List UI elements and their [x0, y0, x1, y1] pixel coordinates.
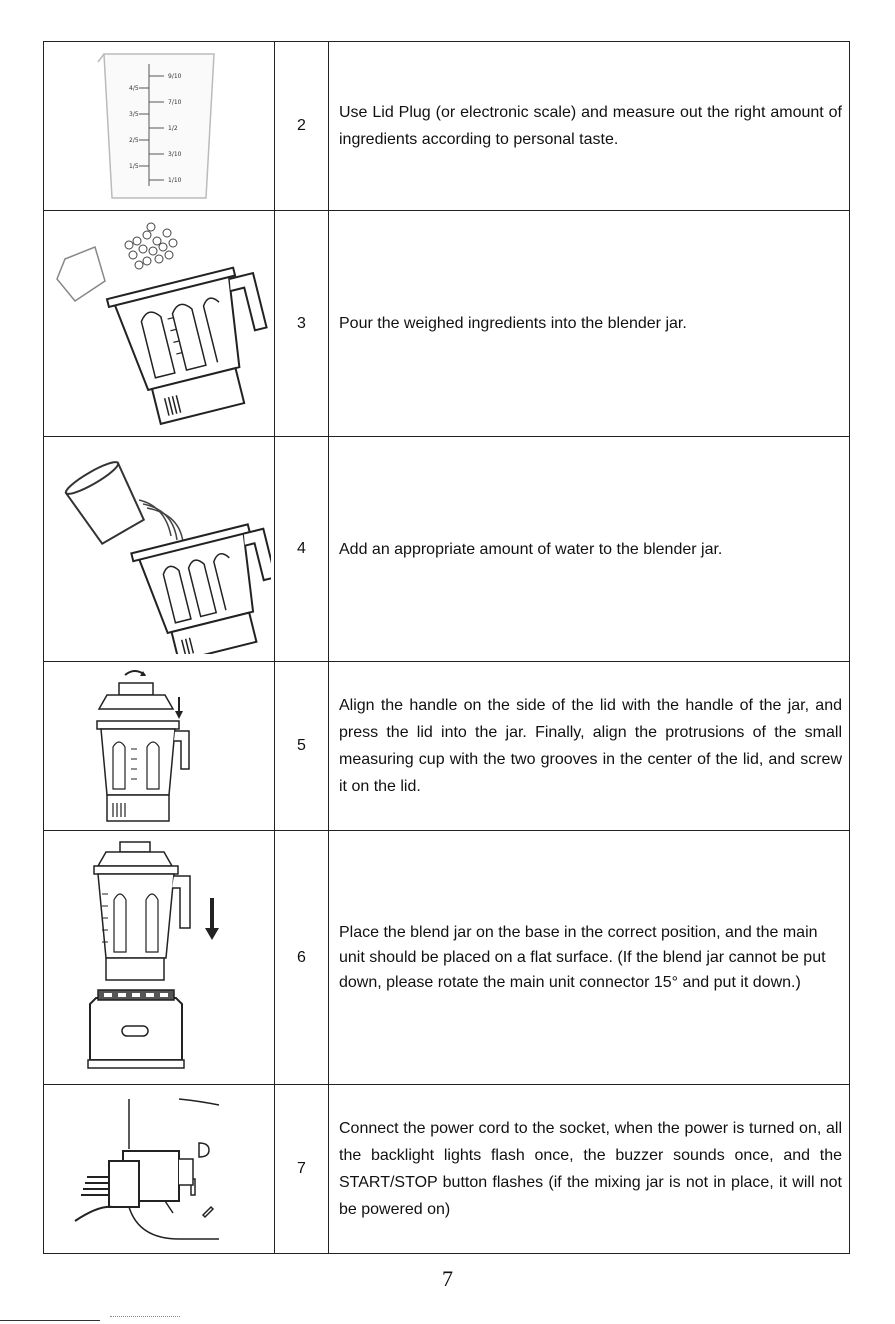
lid-assembly-icon: [89, 665, 229, 827]
step-text: Add an appropriate amount of water to the blender jar.: [329, 437, 850, 662]
step-illustration: [44, 211, 275, 437]
cup-mark-right: 1/10: [168, 177, 182, 184]
step-illustration: [44, 1085, 275, 1254]
cup-mark-left: 3/5: [129, 111, 139, 118]
power-plug-icon: [69, 1089, 249, 1249]
step-number: 3: [275, 211, 329, 437]
measuring-cup-icon: [94, 46, 224, 206]
footer-mark: [110, 1316, 180, 1321]
jar-on-base-icon: [84, 838, 234, 1078]
cup-mark-left: 2/5: [129, 137, 139, 144]
step-row: [44, 437, 850, 662]
step-row: [44, 662, 850, 831]
cup-mark-left: 1/5: [129, 163, 139, 170]
step-text: Pour the weighed ingredients into the blender jar.: [329, 211, 850, 437]
step-illustration: [44, 42, 275, 211]
pour-ingredients-icon: [47, 219, 271, 429]
pour-water-icon: [47, 444, 271, 654]
step-text: Place the blend jar on the base in the correct position, and the main unit should be placed on a flat surface. (If the blend jar cannot be put down, please rotate the main unit connector 15° and put it down.): [329, 831, 850, 1085]
step-illustration: [44, 437, 275, 662]
cup-mark-left: 4/5: [129, 85, 139, 92]
step-row: [44, 211, 850, 437]
step-text: Connect the power cord to the socket, when the power is turned on, all the backlight lights flash once, the buzzer sounds once, and the START/STOP button flashes (if the mixing jar is not in place, it will not be powered on): [329, 1085, 850, 1254]
step-row: [44, 831, 850, 1085]
cup-mark-right: 1/2: [168, 125, 178, 132]
step-illustration: [44, 831, 275, 1085]
page-number: 7: [442, 1266, 453, 1291]
footer-rule: [0, 1320, 100, 1321]
step-text: Align the handle on the side of the lid with the handle of the jar, and press the lid into the jar. Finally, align the protrusions of the small measuring cup with the two grooves in the center of the lid, and screw it on the lid.: [329, 662, 850, 831]
cup-mark-right: 3/10: [168, 151, 182, 158]
step-illustration: [44, 662, 275, 831]
step-number: 2: [275, 42, 329, 211]
instruction-table: [43, 41, 850, 1254]
step-number: 7: [275, 1085, 329, 1254]
step-row: [44, 42, 850, 211]
step-text: Use Lid Plug (or electronic scale) and measure out the right amount of ingredients according to personal taste.: [329, 42, 850, 211]
step-number: 4: [275, 437, 329, 662]
cup-mark-right: 7/10: [168, 99, 182, 106]
cup-mark-right: 9/10: [168, 73, 182, 80]
step-row: [44, 1085, 850, 1254]
step-number: 5: [275, 662, 329, 831]
step-number: 6: [275, 831, 329, 1085]
